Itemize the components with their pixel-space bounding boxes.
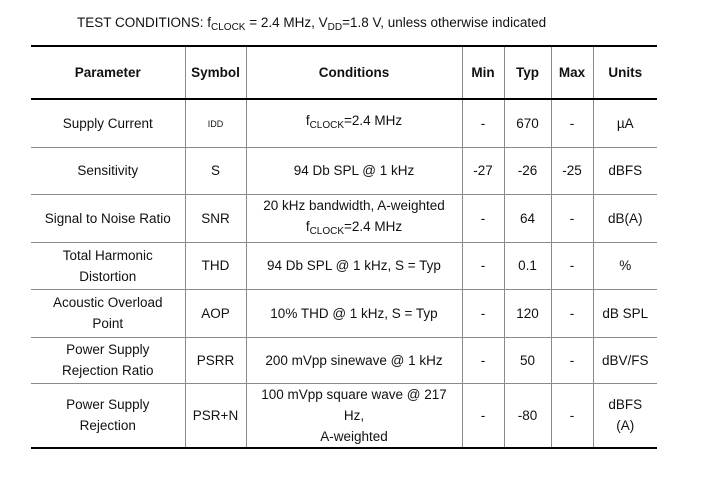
header-typ: Typ bbox=[504, 46, 551, 99]
header-max: Max bbox=[551, 46, 593, 99]
parameter-cell bbox=[31, 289, 185, 337]
test-conditions-caption bbox=[77, 15, 546, 33]
conditions-cell bbox=[246, 383, 462, 448]
symbol-cell bbox=[185, 383, 246, 448]
units-cell bbox=[593, 194, 657, 242]
table-row bbox=[31, 289, 657, 337]
max-cell: - bbox=[551, 242, 593, 289]
parameter-cell bbox=[31, 147, 185, 194]
symbol-cell bbox=[185, 289, 246, 337]
header-conditions: Conditions bbox=[246, 46, 462, 99]
typ-cell: 120 bbox=[504, 289, 551, 337]
min-cell: - bbox=[462, 99, 504, 147]
units-cell-line: % bbox=[619, 258, 632, 273]
typ-cell: -26 bbox=[504, 147, 551, 194]
parameter-cell bbox=[31, 337, 185, 383]
conditions-text: 200 mVpp sinewave @ 1 kHz bbox=[265, 352, 443, 368]
units-cell bbox=[593, 383, 657, 448]
table-row bbox=[31, 194, 657, 242]
units-cell-line: (A) bbox=[616, 418, 635, 433]
table-row bbox=[31, 147, 657, 194]
units-cell-line: dBV/FS bbox=[601, 352, 649, 368]
parameter-cell-line: Acoustic Overload bbox=[52, 295, 163, 310]
units-cell bbox=[593, 147, 657, 194]
max-cell: - bbox=[551, 99, 593, 147]
min-cell: - bbox=[462, 383, 504, 448]
units-cell bbox=[593, 289, 657, 337]
table-row bbox=[31, 242, 657, 289]
symbol-cell bbox=[185, 147, 246, 194]
conditions-text: 100 mVpp square wave @ 217 Hz, bbox=[261, 386, 447, 423]
table-row bbox=[31, 99, 657, 147]
min-cell: - bbox=[462, 337, 504, 383]
caption-subscript-clock: CLOCK bbox=[211, 22, 246, 33]
specifications-table bbox=[31, 45, 657, 449]
units-cell-line: dB SPL bbox=[602, 305, 649, 321]
caption-text: TEST CONDITIONS: f bbox=[77, 15, 212, 30]
max-cell: -25 bbox=[551, 147, 593, 194]
header-parameter: Parameter bbox=[31, 46, 185, 99]
typ-cell: 670 bbox=[504, 99, 551, 147]
header-units: Units bbox=[593, 46, 657, 99]
header-min: Min bbox=[462, 46, 504, 99]
min-cell: - bbox=[462, 289, 504, 337]
units-cell-line: dBFS bbox=[608, 397, 643, 412]
table-row bbox=[31, 337, 657, 383]
parameter-cell-line: Signal to Noise Ratio bbox=[44, 210, 171, 226]
conditions-text: 10% THD @ 1 kHz, S = Typ bbox=[270, 305, 438, 321]
symbol-cell bbox=[185, 194, 246, 242]
symbol-text: SNR bbox=[201, 210, 230, 226]
conditions-cell bbox=[246, 194, 462, 242]
min-cell: - bbox=[462, 242, 504, 289]
parameter-cell-line: Distortion bbox=[79, 268, 137, 284]
conditions-text: 94 Db SPL @ 1 kHz bbox=[293, 163, 415, 178]
typ-cell: 64 bbox=[504, 194, 551, 242]
max-cell: - bbox=[551, 194, 593, 242]
conditions-text: A-weighted bbox=[320, 428, 388, 444]
caption-text: =1.8 V, unless otherwise indicated bbox=[342, 15, 547, 30]
conditions-subscript: CLOCK bbox=[309, 120, 345, 132]
units-cell bbox=[593, 99, 657, 147]
parameter-cell-line: Power Supply bbox=[66, 342, 150, 357]
conditions-cell bbox=[246, 337, 462, 383]
table-header-row bbox=[31, 46, 657, 99]
parameter-cell bbox=[31, 194, 185, 242]
conditions-cell bbox=[246, 242, 462, 289]
parameter-cell-line: Power Supply bbox=[66, 397, 150, 412]
parameter-cell-line: Rejection Ratio bbox=[61, 363, 154, 378]
parameter-cell-line: Sensitivity bbox=[77, 163, 139, 178]
table-body bbox=[31, 99, 657, 448]
conditions-text: =2.4 MHz bbox=[344, 218, 403, 234]
units-cell-line: dBFS bbox=[608, 163, 643, 178]
typ-cell: -80 bbox=[504, 383, 551, 448]
units-cell-line: dB(A) bbox=[607, 210, 643, 226]
units-cell bbox=[593, 242, 657, 289]
conditions-text: f bbox=[305, 218, 310, 234]
units-cell-line: µA bbox=[616, 115, 634, 131]
conditions-subscript: CLOCK bbox=[309, 225, 345, 237]
parameter-cell bbox=[31, 383, 185, 448]
conditions-text: =2.4 MHz bbox=[344, 113, 403, 129]
header-symbol: Symbol bbox=[185, 46, 246, 99]
typ-cell: 50 bbox=[504, 337, 551, 383]
symbol-text: THD bbox=[201, 258, 230, 273]
min-cell: - bbox=[462, 194, 504, 242]
max-cell: - bbox=[551, 337, 593, 383]
caption-subscript-dd: DD bbox=[327, 22, 343, 33]
max-cell: - bbox=[551, 289, 593, 337]
conditions-text: 94 Db SPL @ 1 kHz, S = Typ bbox=[267, 258, 441, 273]
parameter-cell-line: Rejection bbox=[79, 418, 136, 433]
parameter-cell bbox=[31, 242, 185, 289]
conditions-text: 20 kHz bandwidth, A-weighted bbox=[263, 197, 445, 213]
conditions-cell bbox=[246, 289, 462, 337]
parameter-cell-line: Total Harmonic bbox=[62, 247, 153, 263]
parameter-cell bbox=[31, 99, 185, 147]
table-row bbox=[31, 383, 657, 448]
symbol-cell bbox=[185, 337, 246, 383]
parameter-cell-line: Point bbox=[92, 316, 124, 331]
symbol-cell bbox=[185, 99, 246, 147]
symbol-text: PSRR bbox=[196, 352, 235, 368]
symbol-text: AOP bbox=[201, 305, 230, 321]
conditions-cell bbox=[246, 147, 462, 194]
min-cell: -27 bbox=[462, 147, 504, 194]
caption-text: = 2.4 MHz, V bbox=[245, 15, 328, 30]
symbol-cell bbox=[185, 242, 246, 289]
conditions-text: f bbox=[305, 113, 310, 129]
typ-cell: 0.1 bbox=[504, 242, 551, 289]
conditions-cell bbox=[246, 99, 462, 147]
symbol-text: IDD bbox=[207, 118, 224, 129]
symbol-text: S bbox=[210, 163, 220, 178]
symbol-text: PSR+N bbox=[192, 407, 239, 423]
units-cell bbox=[593, 337, 657, 383]
max-cell: - bbox=[551, 383, 593, 448]
parameter-cell-line: Supply Current bbox=[62, 115, 153, 131]
